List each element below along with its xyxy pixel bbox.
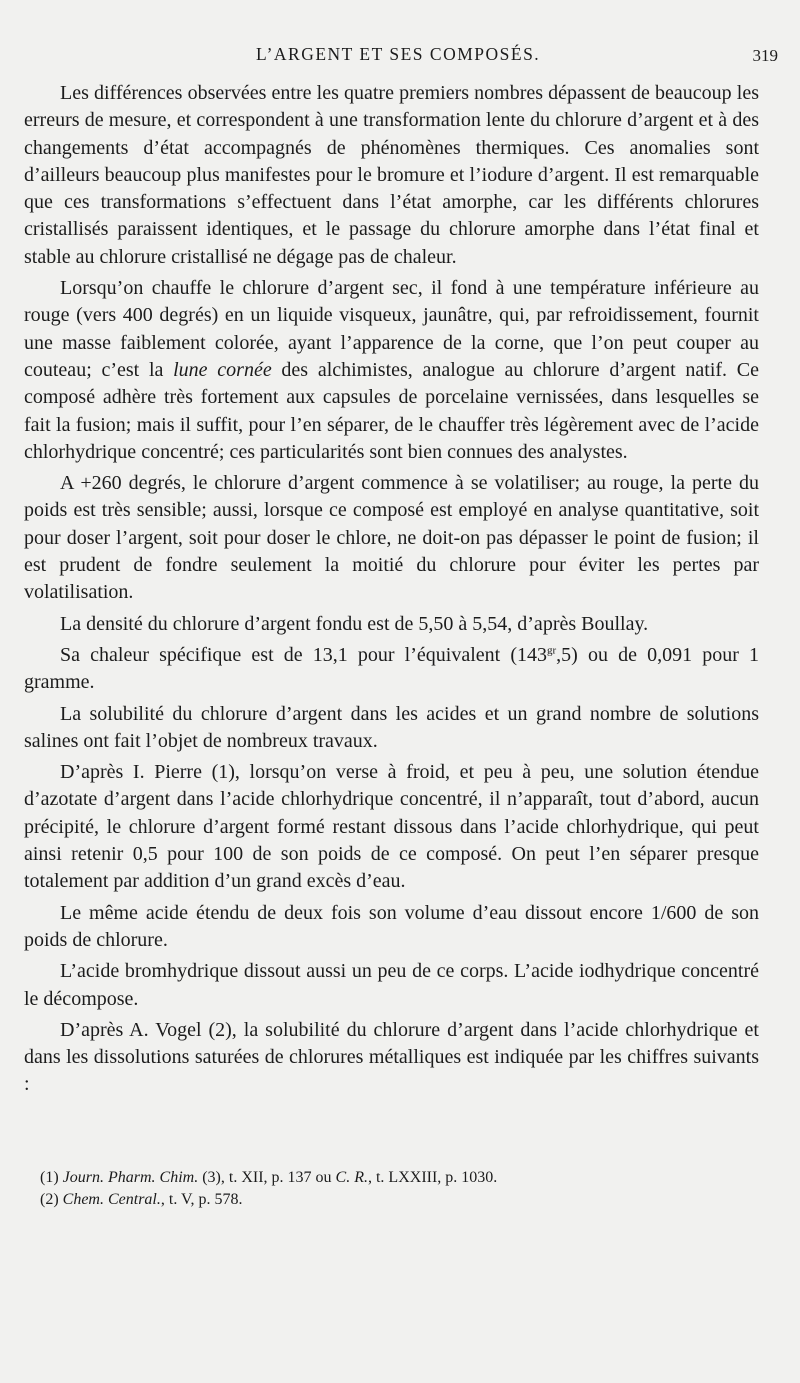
- emphasis-lune-cornee: lune cornée: [173, 358, 272, 381]
- paragraph-6: La solubilité du chlorure d’argent dans les acides et un grand nombre de solutions salines ont fait l’objet de nombreux travaux.: [24, 702, 759, 752]
- body-text: [24, 80, 759, 1099]
- paragraph-7: D’après I. Pierre (1), lorsqu’on verse à froid, et peu à peu, une solution étendue d’azotate d’argent dans l’acide chlorhydrique concentré, il n’apparaît, tout d’abord, aucun précipité, le chlorure d’argent formé restant dissous dans l’acide chlorhydrique, qui peut ainsi retenir 0,5 pour 100 de son poids de ce composé. On peut l’en séparer presque totalement par addition d’un grand excès d’eau.: [24, 761, 759, 893]
- footnotes: [40, 1167, 740, 1211]
- running-header: [24, 40, 778, 66]
- page: [24, 40, 778, 1099]
- paragraph-8: Le même acide étendu de deux fois son volume d’eau dissout encore 1/600 de son poids de chlorure.: [24, 901, 759, 951]
- running-title: L’ARGENT ET SES COMPOSÉS.: [256, 44, 541, 64]
- paragraph-1: Les différences observées entre les quatre premiers nombres dépassent de beaucoup les erreurs de mesure, et correspondent à une transformation lente du chlorure d’argent et à des changements d’état accompagnés de phénomènes thermiques. Ces anomalies sont d’ailleurs beaucoup plus manifestes pour le bromure et l’iodure d’argent. Il est remarquable que ces transformations s’effectuent dans l’état amorphe, car les différents chlorures cristallisés paraissent identiques, et le passage du chlorure amorphe dans l’état final et stable au chlorure cristallisé ne dégage pas de chaleur.: [24, 82, 759, 268]
- page-number: 319: [752, 46, 778, 65]
- footnote-2: (2) Chem. Central., t. V, p. 578.: [40, 1191, 243, 1208]
- footnote-1: (1) Journ. Pharm. Chim. (3), t. XII, p. 137 ou C. R., t. LXXIII, p. 1030.: [40, 1169, 498, 1186]
- paragraph-4: La densité du chlorure d’argent fondu est de 5,50 à 5,54, d’après Boullay.: [60, 612, 649, 635]
- paragraph-9: L’acide bromhydrique dissout aussi un peu de ce corps. L’acide iodhydrique concentré le décompose.: [24, 960, 759, 1010]
- paragraph-5: Sa chaleur spécifique est de 13,1 pour l’équivalent $(143^{gr},5)$ ou de 0,091 pour 1 gramme.: [24, 643, 760, 694]
- superscript-gr: gr: [547, 644, 557, 657]
- paragraph-2: Lorsqu’on chauffe le chlorure d’argent sec, il fond à une température inférieure au rouge (vers 400 degrés) en un liquide visqueux, jaunâtre, qui, par refroidissement, fournit une masse faiblement colorée, ayant l’apparence de la corne, que l’on peut couper au couteau; c’est la lune cornée des alchimistes, analogue au chlorure d’argent natif. Ce composé adhère très fortement aux capsules de porcelaine vernissées, dans lesquelles se fait la fusion; mais il suffit, pour l’en séparer, de le chauffer très légèrement avec de l’acide chlorhydrique concentré; ces particularités sont bien connues des analystes.: [24, 277, 759, 463]
- paragraph-3: A +260 degrés, le chlorure d’argent commence à se volatiliser; au rouge, la perte du poids est très sensible; aussi, lorsque ce composé est employé en analyse quantitative, soit pour doser l’argent, soit pour doser le chlore, ne doit-on pas dépasser le point de fusion; il est prudent de fondre seulement la moitié du chlorure pour éviter les pertes par volatilisation.: [24, 472, 759, 604]
- paragraph-10: D’après A. Vogel (2), la solubilité du chlorure d’argent dans l’acide chlorhydrique et dans les dissolutions saturées de chlorures métalliques est indiquée par les chiffres suivants :: [24, 1018, 759, 1096]
